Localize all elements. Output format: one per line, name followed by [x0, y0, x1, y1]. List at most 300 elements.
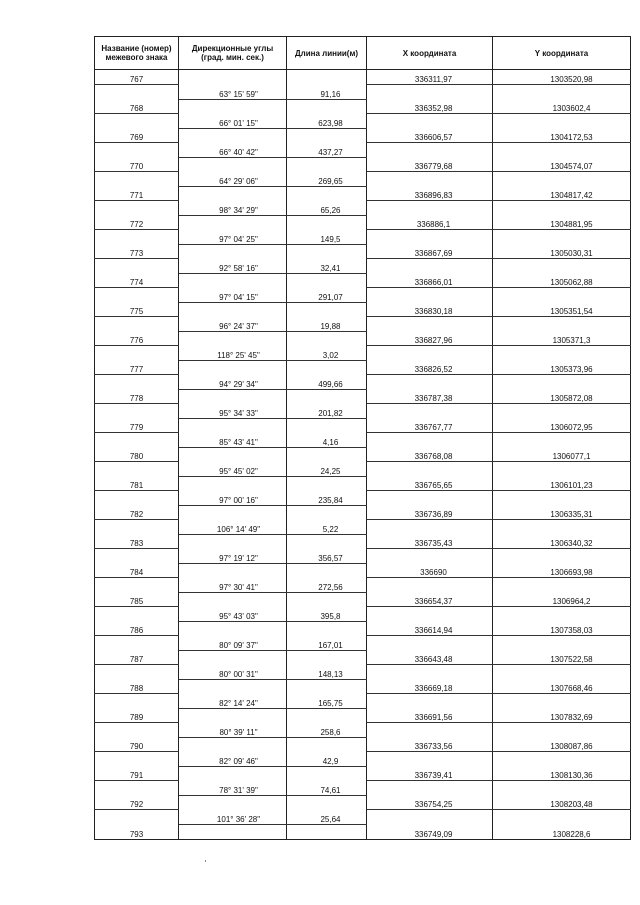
empty-cell	[179, 737, 287, 752]
point-row	[95, 708, 631, 723]
empty-cell	[493, 578, 631, 593]
segment-length: 4,16	[322, 437, 339, 447]
point-name: 778	[129, 394, 144, 403]
segment-row	[95, 636, 631, 651]
point-name: 781	[129, 481, 144, 490]
empty-cell	[95, 259, 179, 274]
point-x-coordinate: 336736,89	[414, 510, 453, 519]
point-y-coordinate: 1306693,98	[550, 568, 593, 577]
empty-cell	[367, 665, 493, 680]
segment-length: 42,9	[322, 756, 339, 766]
segment-bearing: 97° 30' 41"	[219, 582, 258, 592]
segment-length: 437,27	[318, 147, 343, 157]
empty-cell	[95, 433, 179, 448]
point-y-coordinate: 1307668,46	[550, 684, 593, 693]
point-y-coordinate: 1306072,95	[550, 423, 593, 432]
point-row	[95, 302, 631, 317]
segment-row	[95, 607, 631, 622]
empty-cell	[287, 824, 367, 839]
segment-bearing: 82° 14' 24"	[219, 698, 258, 708]
point-name: 784	[129, 568, 144, 577]
empty-cell	[95, 404, 179, 419]
point-name: 786	[129, 626, 144, 635]
segment-length: 3,02	[322, 350, 339, 360]
point-x-coordinate: 336733,56	[414, 742, 453, 751]
point-y-coordinate: 1308228,6	[552, 829, 591, 839]
empty-cell	[367, 346, 493, 361]
segment-length: 499,66	[318, 379, 343, 389]
empty-cell	[179, 824, 287, 839]
empty-cell	[287, 708, 367, 723]
empty-cell	[287, 157, 367, 172]
point-x-coordinate: 336826,52	[414, 365, 453, 374]
empty-cell	[95, 578, 179, 593]
empty-cell	[179, 476, 287, 491]
segment-row	[95, 317, 631, 332]
empty-cell	[493, 665, 631, 680]
empty-cell	[493, 317, 631, 332]
empty-cell	[287, 766, 367, 781]
empty-cell	[367, 114, 493, 129]
empty-cell	[179, 70, 287, 85]
empty-cell	[493, 433, 631, 448]
empty-cell	[179, 766, 287, 781]
empty-cell	[493, 781, 631, 796]
point-row	[95, 505, 631, 520]
segment-bearing: 80° 39' 11"	[219, 727, 258, 737]
point-name: 767	[129, 75, 144, 84]
empty-cell	[287, 244, 367, 259]
segment-row	[95, 346, 631, 361]
empty-cell	[367, 230, 493, 245]
point-x-coordinate: 336896,83	[414, 191, 453, 200]
point-name: 774	[129, 278, 144, 287]
empty-cell	[95, 636, 179, 651]
point-row	[95, 679, 631, 694]
empty-cell	[95, 375, 179, 390]
segment-length: 148,13	[318, 669, 343, 679]
point-row	[95, 563, 631, 578]
segment-length: 623,98	[318, 118, 343, 128]
point-x-coordinate: 336691,56	[414, 713, 453, 722]
segment-row	[95, 752, 631, 767]
point-row	[95, 621, 631, 636]
point-name: 782	[129, 510, 144, 519]
empty-cell	[95, 143, 179, 158]
point-name: 783	[129, 539, 144, 548]
empty-cell	[179, 592, 287, 607]
empty-cell	[493, 636, 631, 651]
point-name: 792	[129, 800, 144, 809]
point-x-coordinate: 336886,1	[416, 220, 451, 229]
empty-cell	[287, 592, 367, 607]
point-name: 772	[129, 220, 144, 229]
empty-cell	[179, 505, 287, 520]
segment-row	[95, 85, 631, 100]
point-x-coordinate: 336643,48	[414, 655, 453, 664]
segment-bearing: 66° 40' 42"	[219, 147, 258, 157]
point-x-coordinate: 336311,97	[414, 75, 453, 84]
segment-bearing: 63° 15' 59"	[219, 89, 258, 99]
empty-cell	[287, 128, 367, 143]
segment-length: 65,26	[320, 205, 341, 215]
empty-cell	[367, 694, 493, 709]
empty-cell	[287, 447, 367, 462]
empty-cell	[95, 607, 179, 622]
empty-cell	[367, 636, 493, 651]
segment-bearing: 97° 04' 15"	[219, 292, 258, 302]
point-row	[95, 273, 631, 288]
point-row	[95, 99, 631, 114]
segment-length: 269,65	[318, 176, 343, 186]
empty-cell	[95, 317, 179, 332]
segment-bearing: 80° 00' 31"	[219, 669, 258, 679]
segment-row	[95, 549, 631, 564]
empty-cell	[287, 186, 367, 201]
header-x-coordinate: X координата	[367, 37, 493, 70]
point-x-coordinate: 336767,77	[414, 423, 453, 432]
empty-cell	[179, 157, 287, 172]
segment-length: 165,75	[318, 698, 343, 708]
segment-bearing: 95° 34' 33"	[219, 408, 258, 418]
empty-cell	[179, 650, 287, 665]
segment-bearing: 98° 34' 29"	[219, 205, 258, 215]
empty-cell	[287, 563, 367, 578]
empty-cell	[179, 215, 287, 230]
point-row	[95, 824, 631, 839]
empty-cell	[367, 549, 493, 564]
empty-cell	[95, 462, 179, 477]
point-x-coordinate: 336866,01	[414, 278, 453, 287]
empty-cell	[95, 549, 179, 564]
empty-cell	[493, 462, 631, 477]
segment-bearing: 95° 45' 02"	[219, 466, 258, 476]
empty-cell	[493, 230, 631, 245]
point-y-coordinate: 1306335,31	[550, 510, 593, 519]
segment-length: 5,22	[322, 524, 339, 534]
segment-length: 19,88	[320, 321, 341, 331]
segment-bearing: 97° 00' 16"	[219, 495, 258, 505]
header-bearing: Дирекционные углы (град. мин. сек.)	[179, 37, 287, 70]
empty-cell	[179, 128, 287, 143]
empty-cell	[287, 650, 367, 665]
empty-cell	[95, 752, 179, 767]
empty-cell	[179, 244, 287, 259]
empty-cell	[367, 317, 493, 332]
segment-bearing: 66° 01' 15"	[219, 118, 258, 128]
point-x-coordinate: 336768,08	[414, 452, 453, 461]
point-y-coordinate: 1305030,31	[550, 249, 593, 258]
segment-length: 24,25	[320, 466, 341, 476]
empty-cell	[493, 114, 631, 129]
empty-cell	[493, 259, 631, 274]
point-y-coordinate: 1308130,36	[550, 771, 593, 780]
point-x-coordinate: 336739,41	[414, 771, 453, 780]
segment-length: 395,8	[320, 611, 341, 621]
point-row	[95, 360, 631, 375]
point-name: 776	[129, 336, 144, 345]
empty-cell	[179, 273, 287, 288]
empty-cell	[179, 534, 287, 549]
empty-cell	[367, 520, 493, 535]
point-name: 775	[129, 307, 144, 316]
point-y-coordinate: 1304817,42	[550, 191, 593, 200]
point-x-coordinate: 336749,09	[414, 829, 453, 839]
empty-cell	[95, 172, 179, 187]
segment-length: 32,41	[320, 263, 341, 273]
empty-cell	[95, 810, 179, 825]
point-name: 770	[129, 162, 144, 171]
segment-bearing: 78° 31' 39"	[219, 785, 258, 795]
point-row	[95, 186, 631, 201]
segment-bearing: 118° 25' 45"	[217, 350, 260, 360]
point-name: 789	[129, 713, 144, 722]
empty-cell	[179, 331, 287, 346]
empty-cell	[179, 795, 287, 810]
empty-cell	[95, 114, 179, 129]
table-header-row	[95, 37, 631, 70]
empty-cell	[179, 418, 287, 433]
empty-cell	[287, 99, 367, 114]
segment-row	[95, 665, 631, 680]
empty-cell	[95, 723, 179, 738]
empty-cell	[367, 491, 493, 506]
point-row	[95, 650, 631, 665]
empty-cell	[95, 201, 179, 216]
segment-bearing: 64° 29' 06"	[219, 176, 258, 186]
header-length: Длина линии(м)	[287, 37, 367, 70]
boundary-coordinates-table	[94, 36, 631, 840]
empty-cell	[367, 810, 493, 825]
empty-cell	[367, 85, 493, 100]
empty-cell	[287, 215, 367, 230]
point-x-coordinate: 336765,65	[414, 481, 453, 490]
empty-cell	[287, 621, 367, 636]
point-y-coordinate: 1305062,88	[550, 278, 593, 287]
empty-cell	[493, 520, 631, 535]
empty-cell	[493, 694, 631, 709]
empty-cell	[287, 737, 367, 752]
empty-cell	[493, 172, 631, 187]
empty-cell	[493, 607, 631, 622]
empty-cell	[493, 810, 631, 825]
table-body	[95, 70, 631, 840]
empty-cell	[179, 186, 287, 201]
empty-cell	[367, 143, 493, 158]
point-y-coordinate: 1306340,32	[550, 539, 593, 548]
segment-bearing: 94° 29' 34"	[219, 379, 258, 389]
empty-cell	[367, 288, 493, 303]
empty-cell	[287, 273, 367, 288]
segment-row	[95, 201, 631, 216]
point-x-coordinate: 336654,37	[414, 597, 453, 606]
point-name: 790	[129, 742, 144, 751]
empty-cell	[367, 723, 493, 738]
point-name: 793	[129, 829, 144, 839]
segment-row	[95, 520, 631, 535]
point-x-coordinate: 336669,18	[414, 684, 453, 693]
empty-cell	[179, 447, 287, 462]
point-row	[95, 331, 631, 346]
segment-bearing: 82° 09' 46"	[219, 756, 258, 766]
empty-cell	[493, 723, 631, 738]
empty-cell	[95, 520, 179, 535]
empty-cell	[367, 259, 493, 274]
point-name: 777	[129, 365, 144, 374]
empty-cell	[95, 781, 179, 796]
segment-length: 235,84	[318, 495, 343, 505]
empty-cell	[367, 404, 493, 419]
point-y-coordinate: 1304172,53	[550, 133, 593, 142]
empty-cell	[493, 346, 631, 361]
point-row	[95, 70, 631, 85]
empty-cell	[287, 331, 367, 346]
point-row	[95, 157, 631, 172]
segment-bearing: 106° 14' 49"	[216, 524, 261, 534]
empty-cell	[287, 389, 367, 404]
empty-cell	[493, 404, 631, 419]
empty-cell	[287, 418, 367, 433]
segment-length: 25,64	[320, 814, 341, 824]
segment-bearing: 101° 36' 28"	[216, 814, 261, 824]
segment-row	[95, 694, 631, 709]
segment-bearing: 80° 09' 37"	[219, 640, 258, 650]
empty-cell	[287, 679, 367, 694]
point-y-coordinate: 1307832,69	[550, 713, 593, 722]
point-y-coordinate: 1307522,58	[550, 655, 593, 664]
point-row	[95, 592, 631, 607]
empty-cell	[493, 143, 631, 158]
empty-cell	[367, 578, 493, 593]
point-x-coordinate: 336787,38	[414, 394, 453, 403]
point-row	[95, 795, 631, 810]
segment-length: 74,61	[320, 785, 341, 795]
point-y-coordinate: 1308087,86	[550, 742, 593, 751]
segment-row	[95, 491, 631, 506]
point-x-coordinate: 336352,98	[414, 104, 453, 113]
empty-cell	[287, 534, 367, 549]
empty-cell	[287, 70, 367, 85]
segment-row	[95, 375, 631, 390]
empty-cell	[367, 375, 493, 390]
segment-row	[95, 259, 631, 274]
empty-cell	[95, 85, 179, 100]
empty-cell	[287, 302, 367, 317]
empty-cell	[287, 795, 367, 810]
point-row	[95, 389, 631, 404]
point-row	[95, 128, 631, 143]
empty-cell	[493, 375, 631, 390]
empty-cell	[95, 288, 179, 303]
point-row	[95, 215, 631, 230]
empty-cell	[179, 389, 287, 404]
point-x-coordinate: 336606,57	[414, 133, 453, 142]
point-row	[95, 476, 631, 491]
point-x-coordinate: 336830,18	[414, 307, 453, 316]
segment-length: 291,07	[318, 292, 343, 302]
point-x-coordinate: 336614,94	[414, 626, 453, 635]
empty-cell	[179, 708, 287, 723]
segment-length: 91,16	[320, 89, 341, 99]
empty-cell	[367, 752, 493, 767]
point-name: 787	[129, 655, 144, 664]
empty-cell	[179, 302, 287, 317]
segment-bearing: 97° 19' 12"	[219, 553, 258, 563]
point-name: 769	[129, 133, 144, 142]
empty-cell	[493, 201, 631, 216]
empty-cell	[287, 505, 367, 520]
segment-row	[95, 143, 631, 158]
empty-cell	[493, 288, 631, 303]
segment-row	[95, 462, 631, 477]
point-name: 773	[129, 249, 144, 258]
segment-row	[95, 230, 631, 245]
point-name: 780	[129, 452, 144, 461]
point-row	[95, 766, 631, 781]
point-y-coordinate: 1306964,2	[552, 597, 591, 606]
point-name: 788	[129, 684, 144, 693]
point-y-coordinate: 1308203,48	[550, 800, 593, 809]
empty-cell	[95, 491, 179, 506]
point-name: 785	[129, 597, 144, 606]
empty-cell	[287, 360, 367, 375]
segment-length: 201,82	[318, 408, 343, 418]
point-y-coordinate: 1306101,23	[550, 481, 593, 490]
point-name: 779	[129, 423, 144, 432]
point-x-coordinate: 336867,69	[414, 249, 453, 258]
empty-cell	[95, 346, 179, 361]
point-row	[95, 447, 631, 462]
scan-speck	[205, 860, 206, 862]
empty-cell	[367, 433, 493, 448]
segment-length: 272,56	[318, 582, 343, 592]
segment-row	[95, 433, 631, 448]
point-x-coordinate: 336754,25	[414, 800, 453, 809]
segment-row	[95, 578, 631, 593]
point-name: 768	[129, 104, 144, 113]
point-name: 791	[129, 771, 144, 780]
empty-cell	[95, 230, 179, 245]
point-y-coordinate: 1305371,3	[552, 336, 591, 345]
segment-bearing: 97° 04' 25"	[219, 234, 258, 244]
point-y-coordinate: 1305373,96	[550, 365, 593, 374]
point-y-coordinate: 1304881,95	[550, 220, 593, 229]
empty-cell	[493, 549, 631, 564]
point-row	[95, 737, 631, 752]
empty-cell	[367, 462, 493, 477]
segment-row	[95, 114, 631, 129]
point-y-coordinate: 1305872,08	[550, 394, 593, 403]
segment-row	[95, 723, 631, 738]
empty-cell	[95, 665, 179, 680]
empty-cell	[287, 476, 367, 491]
point-row	[95, 244, 631, 259]
point-y-coordinate: 1307358,03	[550, 626, 593, 635]
segment-row	[95, 404, 631, 419]
header-y-coordinate: Y координата	[493, 37, 631, 70]
segment-bearing: 96° 24' 37"	[219, 321, 258, 331]
point-x-coordinate: 336779,68	[414, 162, 453, 171]
point-x-coordinate: 336690	[420, 568, 447, 577]
segment-bearing: 85° 43' 41"	[219, 437, 258, 447]
segment-row	[95, 781, 631, 796]
empty-cell	[179, 621, 287, 636]
empty-cell	[95, 694, 179, 709]
point-name: 771	[129, 191, 144, 200]
point-row	[95, 418, 631, 433]
segment-row	[95, 810, 631, 825]
empty-cell	[367, 781, 493, 796]
